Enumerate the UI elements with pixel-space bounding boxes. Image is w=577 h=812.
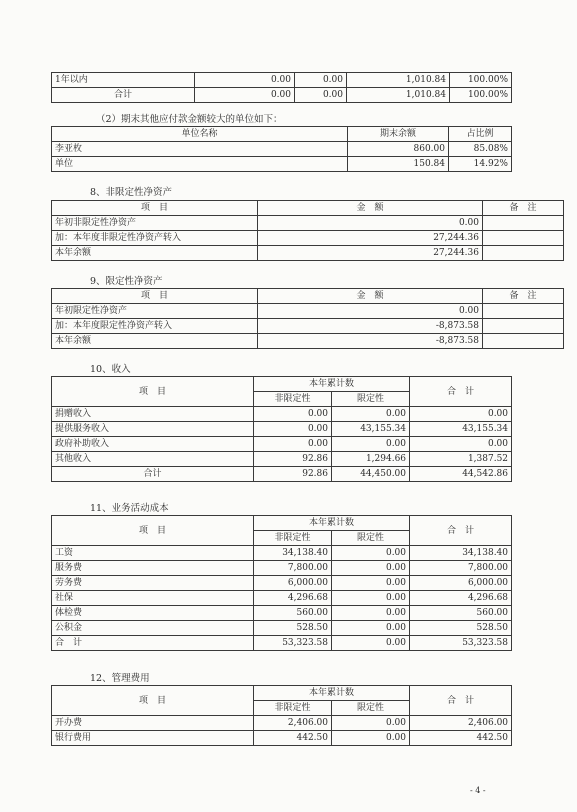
column-header: 项 目 xyxy=(52,686,254,716)
cell: 6,000.00 xyxy=(254,576,332,591)
table-row xyxy=(52,731,512,746)
table-row xyxy=(52,73,512,88)
cell xyxy=(483,246,564,261)
cell: 560.00 xyxy=(410,606,512,621)
column-header: 期末余额 xyxy=(348,127,449,142)
cell: 860.00 xyxy=(348,142,449,157)
column-header: 金 额 xyxy=(258,289,483,304)
table-row xyxy=(52,407,512,422)
row-label: 合计 xyxy=(52,88,195,103)
cell: 53,323.58 xyxy=(410,636,512,651)
section-heading: （2）期末其他应付款金额较大的单位如下： xyxy=(96,114,283,125)
cell: 442.50 xyxy=(254,731,332,746)
cell: 0.00 xyxy=(410,437,512,452)
row-label: 公积金 xyxy=(52,621,254,636)
cell: 0.00 xyxy=(332,546,410,561)
cell: 150.84 xyxy=(348,157,449,172)
cell: 85.08% xyxy=(449,142,512,157)
row-label: 本年余额 xyxy=(52,246,258,261)
row-label: 李亚枚 xyxy=(52,142,348,157)
cell xyxy=(483,216,564,231)
column-header: 非限定性 xyxy=(254,531,332,546)
row-label: 工资 xyxy=(52,546,254,561)
column-group-header: 本年累计数 xyxy=(254,686,410,701)
row-label: 劳务费 xyxy=(52,576,254,591)
cell: 528.50 xyxy=(410,621,512,636)
table-row xyxy=(52,157,512,172)
section-heading: 9、限定性净资产 xyxy=(90,276,163,287)
column-header: 限定性 xyxy=(332,392,410,407)
column-header: 非限定性 xyxy=(254,701,332,716)
page-number: - 4 - xyxy=(470,786,486,795)
table-row xyxy=(52,591,512,606)
table-header xyxy=(52,377,512,392)
table-row xyxy=(52,216,564,231)
cell: 0.00 xyxy=(254,437,332,452)
cell: 43,155.34 xyxy=(410,422,512,437)
cell: 0.00 xyxy=(254,407,332,422)
cell: 34,138.40 xyxy=(410,546,512,561)
table-row xyxy=(52,621,512,636)
table-row xyxy=(52,716,512,731)
cell: 0.00 xyxy=(410,407,512,422)
cell: -8,873.58 xyxy=(258,319,483,334)
column-header: 非限定性 xyxy=(254,392,332,407)
table-row xyxy=(52,319,564,334)
row-label: 本年余额 xyxy=(52,334,258,349)
column-header: 项 目 xyxy=(52,516,254,546)
table-header xyxy=(52,516,512,531)
cell: 0.00 xyxy=(195,73,295,88)
table-row xyxy=(52,437,512,452)
row-label: 开办费 xyxy=(52,716,254,731)
column-header: 金 额 xyxy=(258,201,483,216)
cell: 0.00 xyxy=(332,716,410,731)
cell: 4,296.68 xyxy=(254,591,332,606)
cell: -8,873.58 xyxy=(258,334,483,349)
unrestricted-net-assets-table xyxy=(51,200,564,261)
cell: 0.00 xyxy=(332,636,410,651)
row-label: 社保 xyxy=(52,591,254,606)
cell: 0.00 xyxy=(332,621,410,636)
table-row xyxy=(52,636,512,651)
table-header xyxy=(52,127,512,142)
cell: 0.00 xyxy=(258,304,483,319)
table-header xyxy=(52,201,564,216)
cell: 92.86 xyxy=(254,467,332,482)
cell: 0.00 xyxy=(332,407,410,422)
aging-table xyxy=(51,72,512,103)
table-row xyxy=(52,304,564,319)
cell: 2,406.00 xyxy=(254,716,332,731)
income-table xyxy=(51,376,512,482)
cell: 1,010.84 xyxy=(347,73,450,88)
cell: 6,000.00 xyxy=(410,576,512,591)
column-header: 项 目 xyxy=(52,377,254,407)
table-header xyxy=(52,289,564,304)
cell: 7,800.00 xyxy=(410,561,512,576)
column-header: 合 计 xyxy=(410,377,512,407)
column-group-header: 本年累计数 xyxy=(254,516,410,531)
cell: 27,244.36 xyxy=(258,231,483,246)
row-label: 加：本年度限定性净资产转入 xyxy=(52,319,258,334)
cell: 528.50 xyxy=(254,621,332,636)
table-row xyxy=(52,467,512,482)
cell: 7,800.00 xyxy=(254,561,332,576)
cell: 0.00 xyxy=(195,88,295,103)
cell: 27,244.36 xyxy=(258,246,483,261)
table-row xyxy=(52,88,512,103)
table-row xyxy=(52,246,564,261)
row-label: 单位 xyxy=(52,157,348,172)
cell: 0.00 xyxy=(295,88,347,103)
payables-table xyxy=(51,126,512,172)
column-header: 合 计 xyxy=(410,686,512,716)
cell: 44,542.86 xyxy=(410,467,512,482)
row-label: 提供服务收入 xyxy=(52,422,254,437)
row-label: 1年以内 xyxy=(52,73,195,88)
column-header: 单位名称 xyxy=(52,127,348,142)
row-label: 年初限定性净资产 xyxy=(52,304,258,319)
cell: 14.92% xyxy=(449,157,512,172)
section-heading: 12、管理费用 xyxy=(90,673,150,684)
table-row xyxy=(52,546,512,561)
cell: 0.00 xyxy=(332,591,410,606)
cell: 1,010.84 xyxy=(347,88,450,103)
table-header xyxy=(52,686,512,701)
row-label: 年初非限定性净资产 xyxy=(52,216,258,231)
table-row xyxy=(52,334,564,349)
table-row xyxy=(52,142,512,157)
cell xyxy=(483,231,564,246)
row-label: 捐赠收入 xyxy=(52,407,254,422)
table-row xyxy=(52,606,512,621)
cell: 100.00% xyxy=(450,73,512,88)
cell: 0.00 xyxy=(295,73,347,88)
cell: 92.86 xyxy=(254,452,332,467)
table-row xyxy=(52,576,512,591)
cell xyxy=(483,304,564,319)
cell: 2,406.00 xyxy=(410,716,512,731)
column-header: 项 目 xyxy=(52,201,258,216)
restricted-net-assets-table xyxy=(51,288,564,349)
table-row xyxy=(52,422,512,437)
cell: 0.00 xyxy=(332,606,410,621)
cell: 44,450.00 xyxy=(332,467,410,482)
business-cost-table xyxy=(51,515,512,651)
column-header: 限定性 xyxy=(332,701,410,716)
admin-expense-table xyxy=(51,685,512,746)
cell: 53,323.58 xyxy=(254,636,332,651)
cell: 0.00 xyxy=(332,576,410,591)
cell: 0.00 xyxy=(332,731,410,746)
column-header: 备 注 xyxy=(483,201,564,216)
row-label: 其他收入 xyxy=(52,452,254,467)
cell: 0.00 xyxy=(258,216,483,231)
table-row xyxy=(52,561,512,576)
row-label: 政府补助收入 xyxy=(52,437,254,452)
cell: 560.00 xyxy=(254,606,332,621)
row-label: 加：本年度非限定性净资产转入 xyxy=(52,231,258,246)
cell: 0.00 xyxy=(332,561,410,576)
row-label: 合计 xyxy=(52,467,254,482)
cell: 4,296.68 xyxy=(410,591,512,606)
cell: 0.00 xyxy=(254,422,332,437)
column-header: 占比例 xyxy=(449,127,512,142)
cell: 100.00% xyxy=(450,88,512,103)
cell xyxy=(483,319,564,334)
table-row xyxy=(52,231,564,246)
cell: 1,294.66 xyxy=(332,452,410,467)
row-label: 服务费 xyxy=(52,561,254,576)
row-label: 体检费 xyxy=(52,606,254,621)
cell: 1,387.52 xyxy=(410,452,512,467)
cell: 0.00 xyxy=(332,437,410,452)
section-heading: 10、收入 xyxy=(90,364,131,375)
column-group-header: 本年累计数 xyxy=(254,377,410,392)
section-heading: 11、业务活动成本 xyxy=(90,503,169,514)
column-header: 项 目 xyxy=(52,289,258,304)
cell xyxy=(483,334,564,349)
table-row xyxy=(52,452,512,467)
row-label: 合 计 xyxy=(52,636,254,651)
cell: 34,138.40 xyxy=(254,546,332,561)
column-header: 限定性 xyxy=(332,531,410,546)
row-label: 银行费用 xyxy=(52,731,254,746)
section-heading: 8、非限定性净资产 xyxy=(90,187,173,198)
cell: 43,155.34 xyxy=(332,422,410,437)
column-header: 合 计 xyxy=(410,516,512,546)
column-header: 备 注 xyxy=(483,289,564,304)
cell: 442.50 xyxy=(410,731,512,746)
